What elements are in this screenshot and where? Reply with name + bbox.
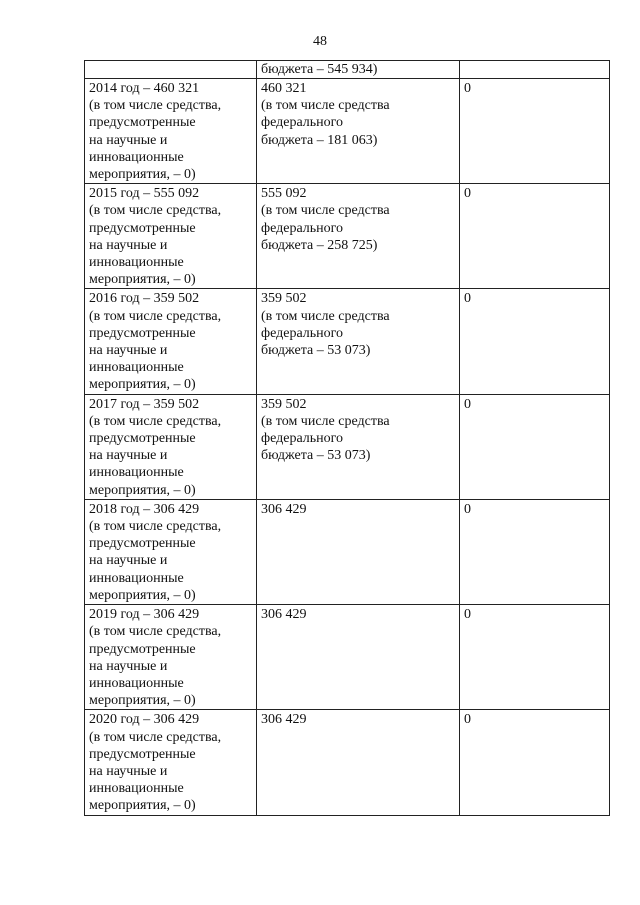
table-row (85, 710, 610, 815)
cell-line: инновационные (89, 465, 184, 481)
cell-line: (в том числе средства (261, 413, 390, 429)
cell-line: (в том числе средства, (89, 729, 222, 745)
cell-line: 306 429 (261, 501, 307, 517)
year-funding-cell (85, 289, 257, 394)
cell-line: инновационные (89, 781, 184, 797)
cell-line: мероприятия, – 0) (89, 272, 196, 288)
total-funding-cell (257, 289, 460, 394)
cell-line: бюджета – 181 063) (261, 132, 378, 148)
cell-line: на научные и (89, 553, 168, 569)
cell-line: (в том числе средства (261, 308, 390, 324)
budget-table (84, 60, 610, 816)
cell-line: 2017 год – 359 502 (89, 396, 200, 412)
cell-line: (в том числе средства, (89, 413, 222, 429)
year-funding-cell (85, 184, 257, 289)
cell-line: 2019 год – 306 429 (89, 607, 200, 623)
cell-line: 359 502 (261, 291, 307, 307)
other-funding-cell: 0 (460, 184, 610, 289)
cell-line: инновационные (89, 255, 184, 271)
total-funding-cell (257, 394, 460, 499)
cell-line: на научные и (89, 763, 168, 779)
other-funding-cell: 0 (460, 499, 610, 604)
cell-line: предусмотренные (89, 325, 196, 341)
cell-line: (в том числе средства, (89, 624, 222, 640)
continuation-row (85, 61, 610, 79)
table-row (85, 605, 610, 710)
cell-line: 359 502 (261, 396, 307, 412)
cell-line: федерального (261, 431, 344, 447)
cell-line: мероприятия, – 0) (89, 167, 196, 183)
cell-line: на научные и (89, 237, 168, 253)
other-funding-cell: 0 (460, 289, 610, 394)
total-funding-cell (257, 184, 460, 289)
cell-line: предусмотренные (89, 746, 196, 762)
table-row (85, 499, 610, 604)
cell-line: мероприятия, – 0) (89, 798, 196, 814)
cell-line: 2018 год – 306 429 (89, 501, 200, 517)
cell-line: (в том числе средства (261, 98, 390, 114)
cell-line: инновационные (89, 360, 184, 376)
other-funding-cell: 0 (460, 394, 610, 499)
continuation-cell-other (460, 61, 610, 79)
cell-line: (в том числе средства, (89, 98, 222, 114)
year-funding-cell (85, 394, 257, 499)
cell-line: 306 429 (261, 712, 307, 728)
year-funding-cell (85, 710, 257, 815)
cell-line: бюджета – 53 073) (261, 448, 371, 464)
cell-line: 306 429 (261, 607, 307, 623)
cell-line: 2016 год – 359 502 (89, 291, 200, 307)
continuation-cell-year (85, 61, 257, 79)
cell-line: (в том числе средства, (89, 308, 222, 324)
total-funding-cell (257, 79, 460, 184)
year-funding-cell (85, 605, 257, 710)
table-row (85, 289, 610, 394)
cell-line: 2020 год – 306 429 (89, 712, 200, 728)
cell-line: на научные и (89, 132, 168, 148)
year-funding-cell (85, 79, 257, 184)
cell-line: на научные и (89, 448, 168, 464)
total-funding-cell (257, 499, 460, 604)
cell-line: федерального (261, 115, 344, 131)
cell-line: предусмотренные (89, 220, 196, 236)
cell-line: предусмотренные (89, 641, 196, 657)
cell-line: мероприятия, – 0) (89, 693, 196, 709)
cell-line: 460 321 (261, 81, 307, 96)
cell-line: предусмотренные (89, 536, 196, 552)
cell-line: (в том числе средства, (89, 203, 222, 219)
cell-line: бюджета – 53 073) (261, 343, 371, 359)
total-funding-cell (257, 710, 460, 815)
cell-line: федерального (261, 325, 344, 341)
other-funding-cell: 0 (460, 79, 610, 184)
cell-line: мероприятия, – 0) (89, 482, 196, 498)
year-funding-cell (85, 499, 257, 604)
other-funding-cell: 0 (460, 710, 610, 815)
cell-line: (в том числе средства, (89, 519, 222, 535)
cell-line: 555 092 (261, 186, 307, 202)
cell-line: мероприятия, – 0) (89, 377, 196, 393)
page-number: 48 (313, 34, 327, 49)
cell-line: на научные и (89, 658, 168, 674)
other-funding-cell: 0 (460, 605, 610, 710)
cell-line: федерального (261, 220, 344, 236)
table-row (85, 184, 610, 289)
cell-line: инновационные (89, 149, 184, 165)
cell-line: инновационные (89, 675, 184, 691)
cell-line: (в том числе средства (261, 203, 390, 219)
cell-line: предусмотренные (89, 115, 196, 131)
cell-line: 2015 год – 555 092 (89, 186, 200, 202)
table-row (85, 394, 610, 499)
cell-line: бюджета – 258 725) (261, 237, 378, 253)
cell-line: инновационные (89, 570, 184, 586)
cell-line: 2014 год – 460 321 (89, 81, 200, 96)
table-row (85, 79, 610, 184)
cell-line: предусмотренные (89, 431, 196, 447)
cell-line: мероприятия, – 0) (89, 587, 196, 603)
cell-line: на научные и (89, 343, 168, 359)
total-funding-cell (257, 605, 460, 710)
continuation-cell-total: бюджета – 545 934) (257, 61, 460, 79)
